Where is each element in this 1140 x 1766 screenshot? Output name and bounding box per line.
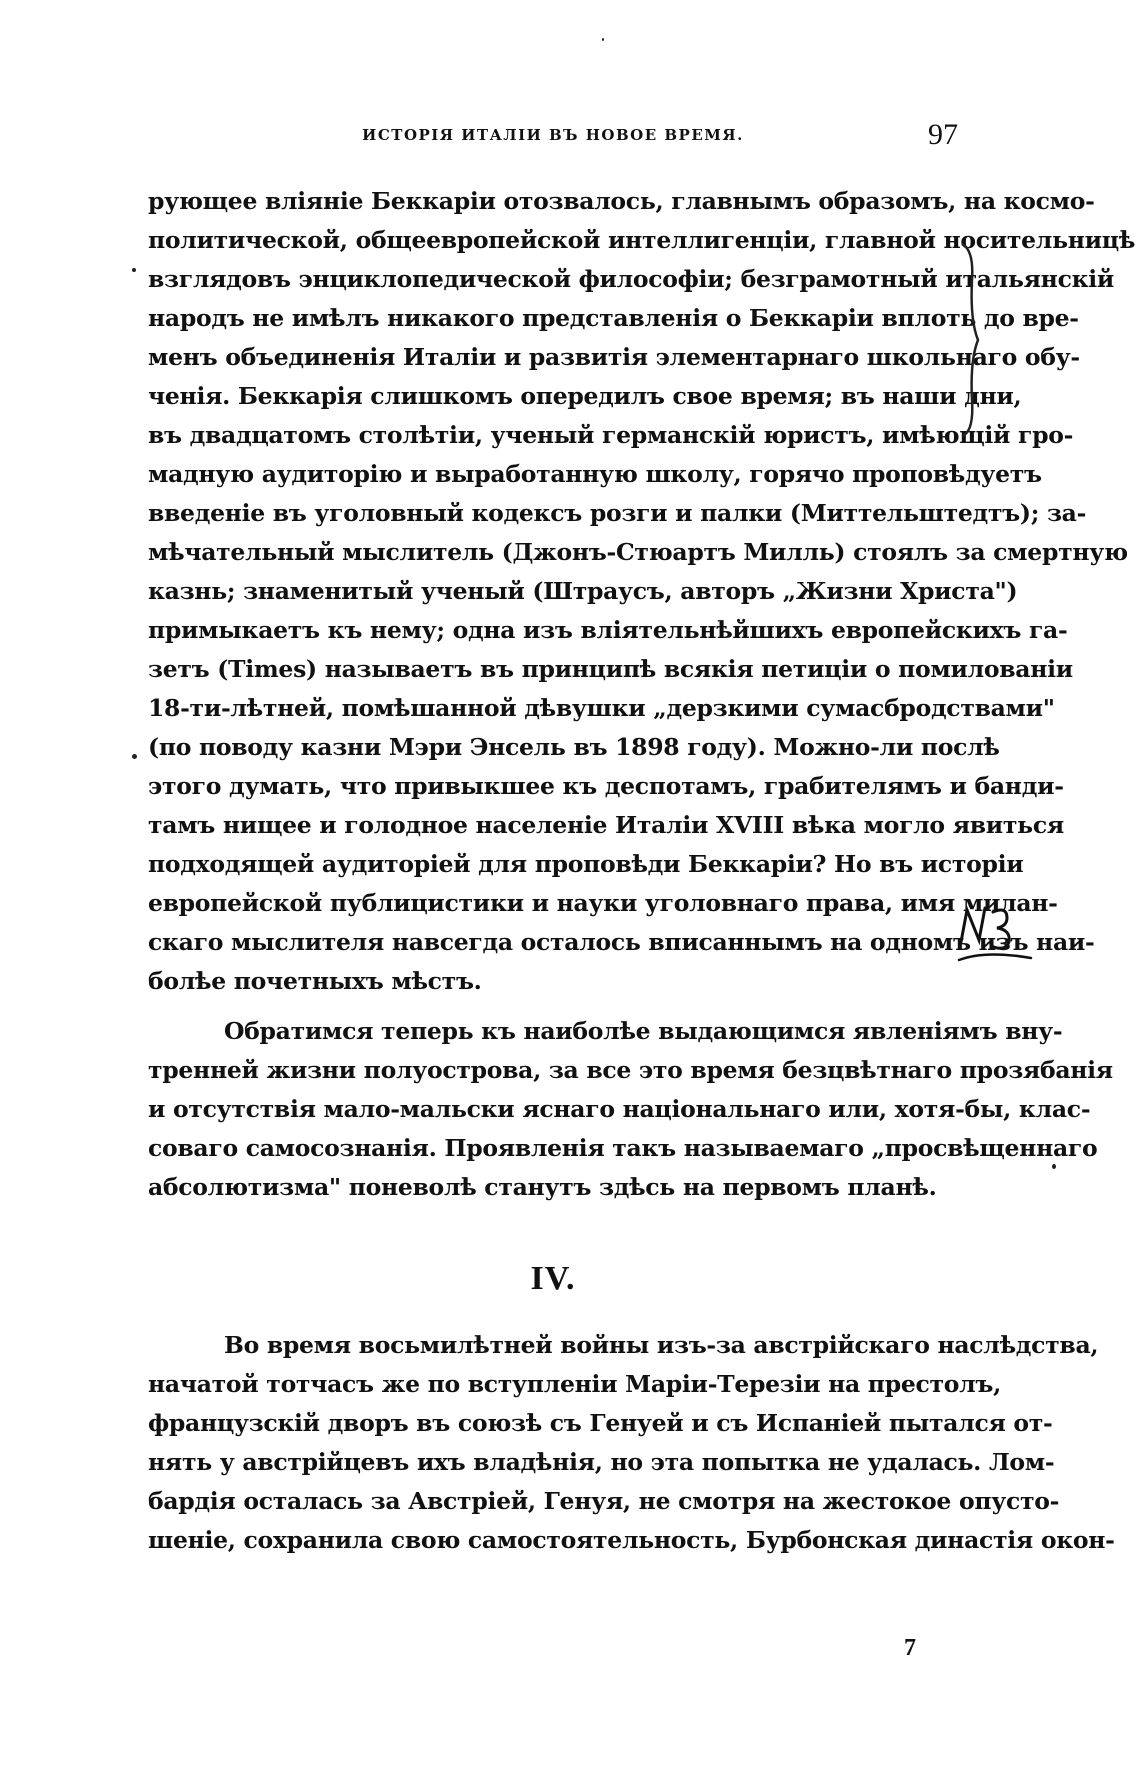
text-line: скаго мыслителя навсегда осталось вписаннымъ на одномъ изъ наи- (148, 928, 1095, 956)
section-heading: IV. (530, 1260, 576, 1297)
print-speck (602, 38, 604, 41)
text-line: введеніе въ уголовный кодексъ розги и палки (Миттельштедтъ); за- (148, 499, 1087, 527)
text-line: примыкаетъ къ нему; одна изъ вліятельнѣйшихъ европейскихъ га- (148, 616, 1068, 644)
margin-brace-mark (958, 240, 982, 440)
text-line: народъ не имѣлъ никакого представленія о Беккаріи вплоть до вре- (148, 304, 1079, 332)
page-number: 97 (928, 118, 958, 151)
text-line: менъ объединенія Италіи и развитія элементарнаго школьнаго обу- (148, 343, 1080, 371)
text-line: мадную аудиторію и выработанную школу, горячо проповѣдуетъ (148, 460, 1042, 488)
text-line: болѣе почетныхъ мѣстъ. (148, 967, 482, 995)
running-head (148, 118, 958, 158)
text-line: тамъ нищее и голодное населеніе Италіи XVIII вѣка могло явиться (148, 811, 1064, 839)
text-line: въ двадцатомъ столѣтіи, ученый германскій юристъ, имѣющій гро- (148, 421, 1074, 449)
text-line: взглядовъ энциклопедической философіи; безграмотный итальянскій (148, 265, 1115, 293)
text-line: и отсутствія мало-мальски яснаго національнаго или, хотя-бы, клас- (148, 1095, 1091, 1123)
text-line: французскій дворъ въ союзѣ съ Генуей и съ Испаніей пытался от- (148, 1409, 1053, 1437)
text-line: рующее вліяніе Беккаріи отозвалось, главнымъ образомъ, на космо- (148, 187, 1095, 215)
paragraph-beccaria (148, 182, 1136, 1001)
text-line: 18-ти-лѣтней, помѣшанной дѣвушки „дерзкими сумасбродствами" (148, 694, 1055, 722)
paragraph-enlightened-absolutism (148, 1012, 1113, 1207)
text-line: Во время восьмилѣтней войны изъ-за австрійскаго наслѣдства, (224, 1331, 1099, 1359)
text-line: этого думать, что привыкшее къ деспотамъ, грабителямъ и банди- (148, 772, 1064, 800)
print-speck (132, 754, 137, 759)
text-line: начатой тотчасъ же по вступленіи Маріи-Терезіи на престолъ, (148, 1370, 1002, 1398)
margin-note-handwritten (955, 900, 1035, 970)
text-line: нять у австрійцевъ ихъ владѣнія, но эта попытка не удалась. Лом- (148, 1448, 1055, 1476)
paragraph-austrian-succession (148, 1326, 1115, 1560)
running-title: ИСТОРІЯ ИТАЛІИ ВЪ НОВОЕ ВРЕМЯ. (362, 126, 744, 144)
text-line: мѣчательный мыслитель (Джонъ-Стюартъ Милль) стоялъ за смертную (148, 538, 1128, 566)
text-line: (по поводу казни Мэри Энсель въ 1898 году). Можно-ли послѣ (148, 733, 1000, 761)
text-line: казнь; знаменитый ученый (Штраусъ, авторъ „Жизни Христа") (148, 577, 1018, 605)
text-line: шеніе, сохранила свою самостоятельность, Бурбонская династія окон- (148, 1526, 1115, 1554)
text-line: зетъ (Times) называетъ въ принципѣ всякія петиціи о помилованіи (148, 655, 1073, 683)
signature-mark: 7 (904, 1635, 916, 1661)
text-line: абсолютизма" поневолѣ станутъ здѣсь на первомъ планѣ. (148, 1173, 937, 1201)
print-speck (132, 268, 136, 272)
print-speck (1052, 1164, 1056, 1169)
text-line: бардія осталась за Австріей, Генуя, не смотря на жестокое опусто- (148, 1487, 1060, 1515)
text-line: ченія. Беккарія слишкомъ опередилъ свое время; въ наши дни, (148, 382, 1022, 410)
text-line: тренней жизни полуострова, за все это время безцвѣтнаго прозябанія (148, 1056, 1113, 1084)
text-line: подходящей аудиторіей для проповѣди Беккаріи? Но въ исторіи (148, 850, 1024, 878)
text-line: европейской публицистики и науки уголовнаго права, имя милан- (148, 889, 1058, 917)
text-line: соваго самосознанія. Проявленія такъ называемаго „просвѣщеннаго (148, 1134, 1098, 1162)
text-line: Обратимся теперь къ наиболѣе выдающимся явленіямъ вну- (224, 1017, 1063, 1045)
text-line: политической, общеевропейской интеллигенціи, главной носительницѣ (148, 226, 1136, 254)
